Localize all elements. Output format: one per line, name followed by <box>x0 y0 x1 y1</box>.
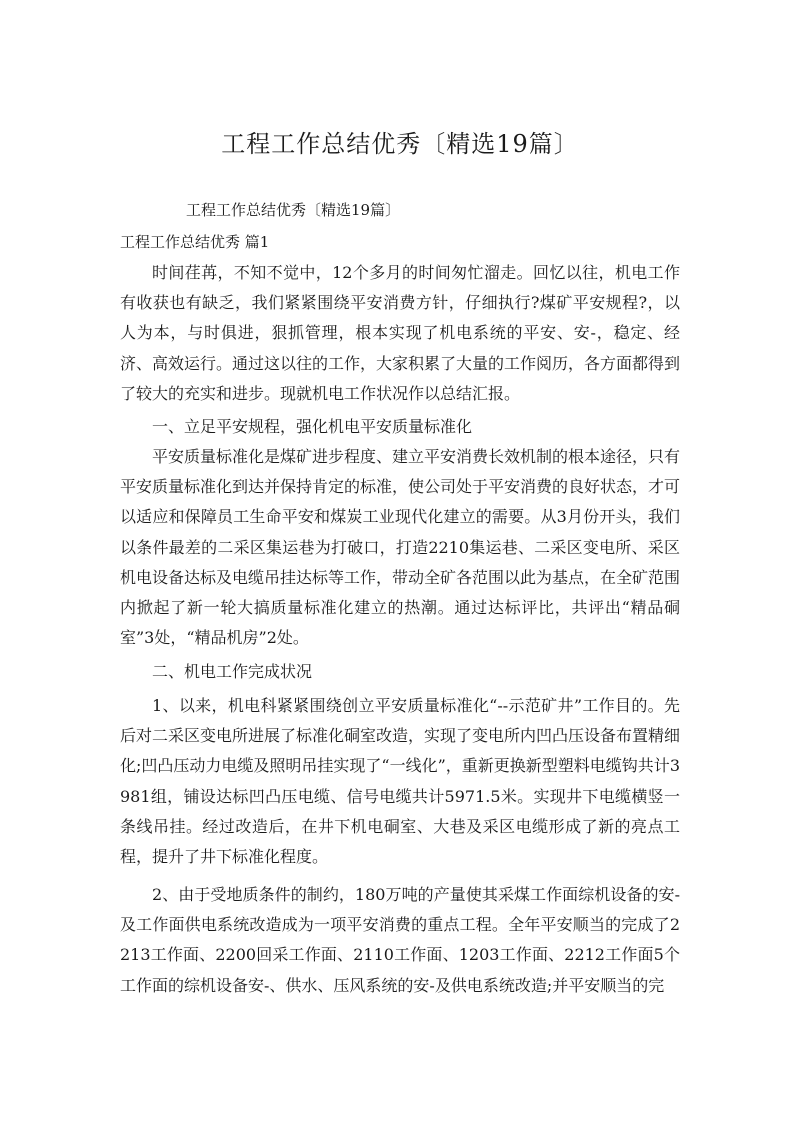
section-heading-2: 二、机电工作完成状况 <box>152 662 313 681</box>
document-title: 工程工作总结优秀〔精选19篇〕 <box>221 130 579 158</box>
paragraph-standardization: 平安质量标准化是煤矿进步程度、建立平安消费长效机制的根本途径，只有平安质量标准化到达并保持肯定的标准，使公司处于平安消费的良好状态，才可以适应和保障员工生命平安和煤炭工业现代化建立的需要。从3月份开头，我们以条件最差的二采区集运巷为打破口，打造2210集运巷、二采区变电所、采区机电设备达标及电缆吊挂达标等工作，带动全矿各范围以此为基点，在全矿范围内掀起了新一轮大搞质量标准化建立的热潮。通过达标评比，共评出“精品硐室”3处，“精品机房”2处。 <box>120 447 681 648</box>
section-heading-1: 一、立足平安规程，强化机电平安质量标准化 <box>152 417 473 436</box>
part-heading: 工程工作总结优秀 篇1 <box>120 233 270 251</box>
paragraph-item-1: 1、以来，机电科紧紧围绕创立平安质量标准化“--示范矿井”工作目的。先后对二采区变电所进展了标准化硐室改造，实现了变电所内凹凸压设备布置精细化;凹凸压动力电缆及照明吊挂实现了“一线化”，重新更换新型塑料电缆钩共计3981组，铺设达标凹凸压电缆、信号电缆共计5971.5米。实现井下电缆横竖一条线吊挂。经过改造后，在井下机电硐室、大巷及采区电缆形成了新的亮点工程，提升了井下标准化程度。 <box>120 696 681 867</box>
paragraph-item-2: 2、由于受地质条件的制约，180万吨的产量使其采煤工作面综机设备的安-及工作面供电系统改造成为一项平安消费的重点工程。全年平安顺当的完成了2213工作面、2200回采工作面、2110工作面、1203工作面、2212工作面5个工作面的综机设备安-、供水、压风系统的安-及供电系统改造;并平安顺当的完 <box>120 885 680 995</box>
document-subtitle: 工程工作总结优秀〔精选19篇〕 <box>186 201 401 219</box>
paragraph-intro: 时间荏苒，不知不觉中，12个多月的时间匆忙溜走。回忆以往，机电工作有收获也有缺乏，我们紧紧围绕平安消费方针，仔细执行?煤矿平安规程?，以人为本，与时俱进，狠抓管理，根本实现了机电系统的平安、安-，稳定、经济、高效运行。通过这以往的工作，大家积累了大量的工作阅历，各方面都得到了较大的充实和进步。现就机电工作状况作以总结汇报。 <box>120 263 681 403</box>
